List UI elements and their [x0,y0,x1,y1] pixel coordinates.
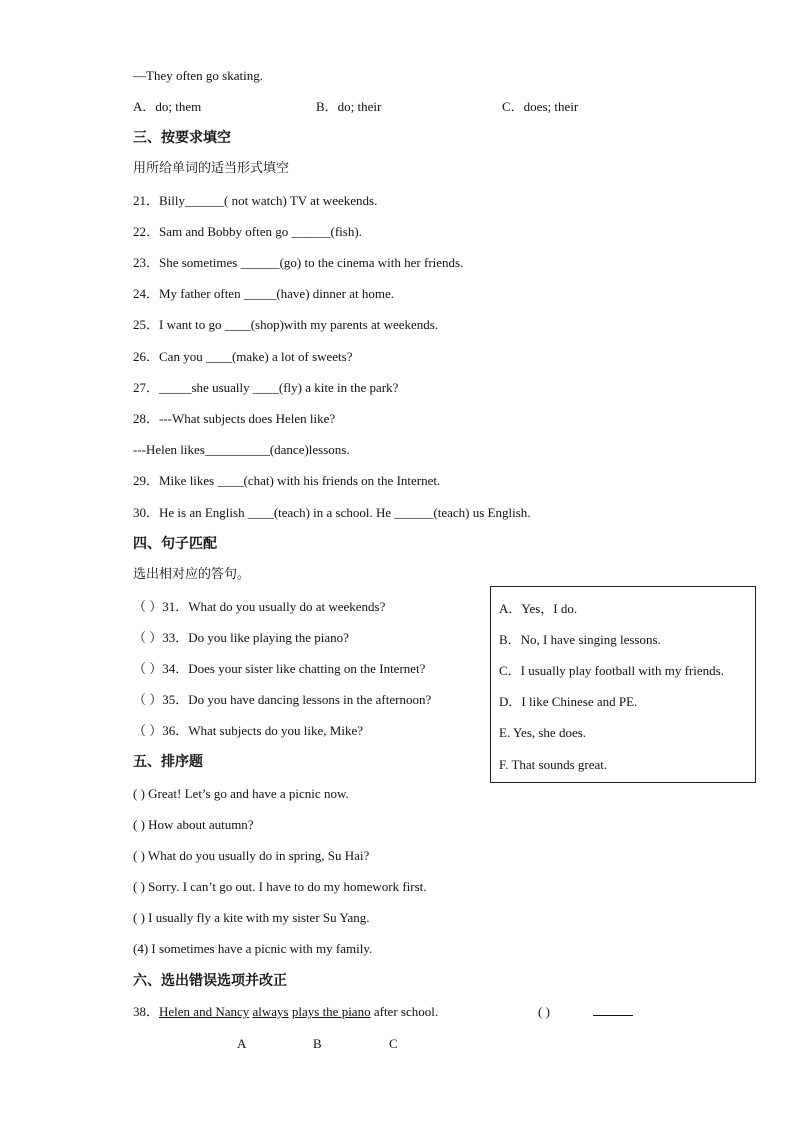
answer-option-b: B．No, I have singing lessons. [499,632,661,647]
question-28-answer: ---Helen likes__________(dance)lessons. [133,442,350,457]
answer-options-box [490,586,756,783]
q20-option-b: B．do; their [316,99,382,114]
question-38-part-c: plays the piano [291,1004,371,1019]
question-26: 26．Can you ____(make) a lot of sweets? [133,349,353,364]
question-38 [133,1004,438,1020]
intro-answer: —They often go skating. [133,68,263,83]
answer-option-f: F. That sounds great. [499,757,608,772]
question-23: 23．She sometimes ______(go) to the cinema with her friends. [133,255,464,270]
question-22: 22．Sam and Bobby often go ______(fish). [133,224,362,239]
match-question-33: （ ）33．Do you like playing the piano? [133,630,349,645]
question-38-part-b: always [252,1004,289,1019]
correction-line [593,1004,633,1016]
question-38-part-a: Helen and Nancy [159,1004,250,1019]
q20-option-a: A．do; them [133,99,202,114]
label-c: C [389,1036,398,1051]
section3-instruction: 用所给单词的适当形式填空 [133,161,290,176]
order-item-4: ( ) Sorry. I can’t go out. I have to do my homework first. [133,879,427,894]
answer-option-a: A．Yes，I do. [499,601,578,616]
match-question-34: （ ）34．Does your sister like chatting on the Internet? [133,661,426,676]
order-item-3: ( ) What do you usually do in spring, Su Hai? [133,848,370,863]
answer-option-d: D．I like Chinese and PE. [499,694,638,709]
question-38-correction-blank [593,1004,633,1020]
match-question-36: （ ）36．What subjects do you like, Mike? [133,723,363,738]
question-24: 24．My father often _____(have) dinner at home. [133,286,395,301]
section4-instruction: 选出相对应的答句。 [133,567,251,582]
question-28: 28．---What subjects does Helen like? [133,411,336,426]
order-item-5: ( ) I usually fly a kite with my sister Su Yang. [133,910,370,925]
label-b: B [313,1036,322,1051]
order-item-2: ( ) How about autumn? [133,817,254,832]
answer-option-c: C．I usually play football with my friends. [499,663,724,678]
answer-option-e: E. Yes, she does. [499,725,587,740]
order-item-6: (4) I sometimes have a picnic with my family. [133,941,373,956]
question-29: 29．Mike likes ____(chat) with his friends on the Internet. [133,473,441,488]
question-21: 21．Billy______( not watch) TV at weekends. [133,193,378,208]
section6-heading: 六、选出错误选项并改正 [133,973,287,989]
section5-heading: 五、排序题 [133,754,203,770]
question-38-rest: after school. [370,1004,439,1019]
question-38-answer-paren: ( ) [538,1004,550,1019]
question-27: 27．_____she usually ____(fly) a kite in the park? [133,380,399,395]
question-30: 30．He is an English ____(teach) in a school. He ______(teach) us English. [133,505,531,520]
section3-heading: 三、按要求填空 [133,130,231,146]
match-question-31: （ ）31．What do you usually do at weekends? [133,599,386,614]
q20-option-c: C．does; their [502,99,579,114]
match-question-35: （ ）35．Do you have dancing lessons in the afternoon? [133,692,432,707]
question-38-number: 38． [133,1004,160,1019]
section4-heading: 四、句子匹配 [133,536,217,552]
question-25: 25．I want to go ____(shop)with my parents at weekends. [133,317,439,332]
order-item-1: ( ) Great! Let’s go and have a picnic now. [133,786,349,801]
label-a: A [237,1036,247,1051]
